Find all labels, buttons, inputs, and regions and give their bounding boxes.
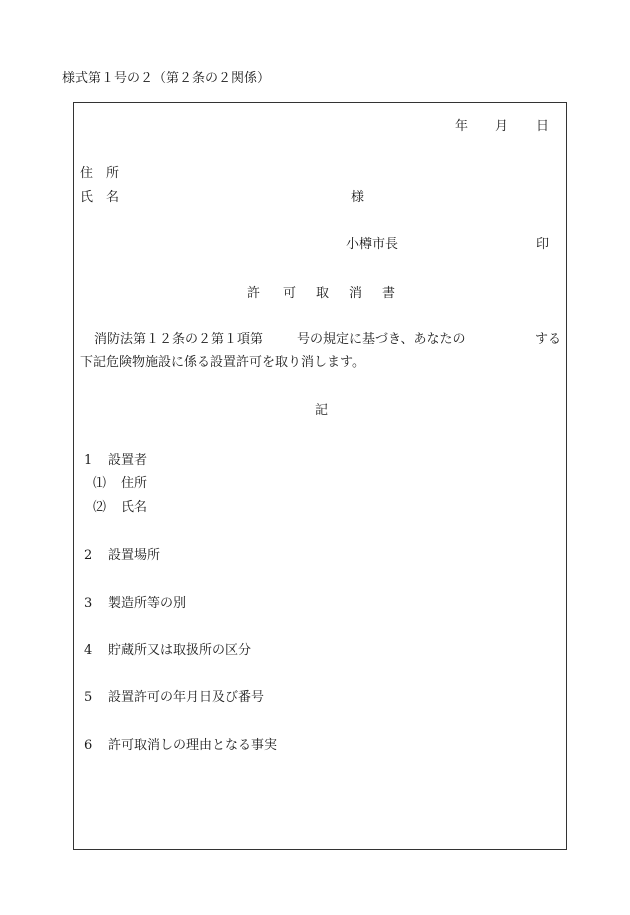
item-label: 設置者 xyxy=(108,453,148,468)
seal-mark: 印 xyxy=(536,237,550,252)
name-label: 氏 名 xyxy=(80,190,120,205)
issuer-title: 小樽市長 xyxy=(346,237,399,252)
date-day-label: 日 xyxy=(536,119,550,134)
title-char-5: 書 xyxy=(382,286,396,301)
body-line-2: 下記危険物施設に係る設置許可を取り消します。 xyxy=(80,355,365,370)
item-number: 5 xyxy=(84,690,93,705)
title-char-1: 許 xyxy=(247,286,261,301)
address-label: 住 所 xyxy=(80,166,120,181)
date-month-label: 月 xyxy=(495,119,509,134)
item-number: 4 xyxy=(84,643,93,658)
item-number: 1 xyxy=(84,453,93,468)
item-label: 製造所等の別 xyxy=(108,596,187,611)
date-year-label: 年 xyxy=(455,119,469,134)
item-number: 6 xyxy=(84,738,93,753)
item-number: 3 xyxy=(84,596,93,611)
honorific-sama: 様 xyxy=(351,190,365,205)
title-char-2: 可 xyxy=(283,286,297,301)
item-number: 2 xyxy=(84,548,93,563)
title-char-4: 消 xyxy=(349,286,363,301)
body-line-1-part-1: 消防法第１２条の２第１項第 xyxy=(94,332,264,347)
item-label: 許可取消しの理由となる事実 xyxy=(108,738,278,753)
subitem-number: ⑴ xyxy=(93,476,107,491)
subitem-label: 氏名 xyxy=(121,500,148,515)
item-label: 貯蔵所又は取扱所の区分 xyxy=(108,643,252,658)
title-char-3: 取 xyxy=(316,286,330,301)
body-line-1-part-2: 号の規定に基づき、あなたの xyxy=(297,332,466,347)
form-identifier: 様式第１号の２（第２条の２関係） xyxy=(62,71,271,86)
body-line-1-part-3: する xyxy=(535,332,562,347)
item-label: 設置許可の年月日及び番号 xyxy=(108,690,265,705)
subitem-number: ⑵ xyxy=(93,500,107,515)
ki-heading: 記 xyxy=(315,403,329,418)
subitem-label: 住所 xyxy=(121,476,148,491)
item-label: 設置場所 xyxy=(108,548,161,563)
